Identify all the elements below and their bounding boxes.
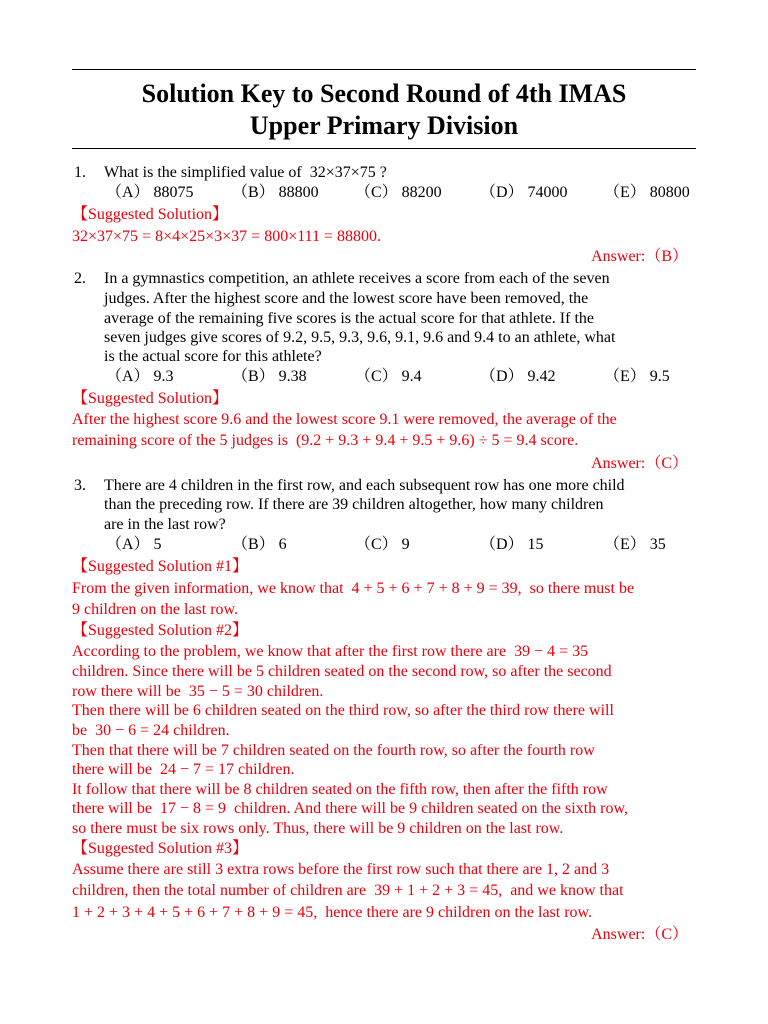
question-2-option-b: （B） 9.38 (232, 368, 307, 385)
question-3-solution-2-heading: 【Suggested Solution #2】 (72, 622, 249, 639)
question-3-solution-2-line: According to the problem, we know that after the first row there are 39 − 4 = 35 (72, 643, 589, 660)
question-3-solution-1-line: 9 children on the last row. (72, 601, 239, 618)
top-rule (72, 69, 696, 70)
question-3-solution-3-line: children, then the total number of children are 39 + 1 + 2 + 3 = 45, and we know that (72, 882, 624, 899)
question-3-text-line: There are 4 children in the first row, and each subsequent row has one more child (104, 477, 625, 494)
question-3-solution-2-line: row there will be 35 − 5 = 30 children. (72, 683, 324, 700)
question-3-solution-1-heading: 【Suggested Solution #1】 (72, 558, 249, 575)
question-3-solution-2-line: Then there will be 6 children seated on the third row, so after the third row there will (72, 702, 614, 719)
question-2-text-line: is the actual score for this athlete? (104, 348, 322, 365)
question-3-answer: Answer:（C） (591, 926, 688, 943)
question-2-text-line: In a gymnastics competition, an athlete receives a score from each of the seven (104, 270, 610, 287)
question-3-solution-2-line: It follow that there will be 8 children seated on the fifth row, then after the fifth row (72, 781, 608, 798)
question-2-option-e: （E） 9.5 (604, 368, 670, 385)
question-2-text-line: seven judges give scores of 9.2, 9.5, 9.3, 9.6, 9.1, 9.6 and 9.4 to an athlete, what (104, 329, 616, 346)
question-3-solution-3-line: 1 + 2 + 3 + 4 + 5 + 6 + 7 + 8 + 9 = 45, hence there are 9 children on the last row. (72, 904, 593, 921)
question-3-solution-2-line: children. Since there will be 5 children seated on the second row, so after the second (72, 663, 612, 680)
question-2-solution-heading: 【Suggested Solution】 (72, 390, 229, 407)
question-3-option-a: （A） 5 (106, 536, 162, 553)
question-2-number: 2. (74, 270, 86, 287)
question-1-option-e: （E） 80800 (604, 184, 690, 201)
question-3-option-e: （E） 35 (604, 536, 666, 553)
question-1-option-b: （B） 88800 (232, 184, 319, 201)
question-1-text: What is the simplified value of 32×37×75 ? (104, 164, 387, 181)
question-3-number: 3. (74, 477, 86, 494)
question-3-option-c: （C） 9 (355, 536, 410, 553)
question-1-solution-line: 32×37×75 = 8×4×25×3×37 = 800×111 = 88800. (72, 228, 382, 245)
question-3-solution-3-line: Assume there are still 3 extra rows before the first row such that there are 1, 2 and 3 (72, 861, 610, 878)
question-3-solution-2-line: be 30 − 6 = 24 children. (72, 722, 230, 739)
question-1-option-c: （C） 88200 (355, 184, 442, 201)
doc-title-line2: Upper Primary Division (249, 111, 519, 140)
question-2-option-c: （C） 9.4 (355, 368, 422, 385)
question-2-text-line: judges. After the highest score and the lowest score have been removed, the (104, 290, 589, 307)
question-2-answer: Answer:（C） (591, 455, 688, 472)
question-3-solution-2-line: Then that there will be 7 children seated on the fourth row, so after the fourth row (72, 742, 595, 759)
question-3-option-b: （B） 6 (232, 536, 287, 553)
question-1-solution-heading: 【Suggested Solution】 (72, 206, 229, 223)
question-3-option-d: （D） 15 (480, 536, 544, 553)
question-3-text-line: than the preceding row. If there are 39 children altogether, how many children (104, 496, 604, 513)
question-3-solution-2-line: there will be 24 − 7 = 17 children. (72, 761, 295, 778)
title-rule (72, 148, 696, 149)
question-2-option-a: （A） 9.3 (106, 368, 174, 385)
question-1-number: 1. (74, 164, 86, 181)
question-3-text-line: are in the last row? (104, 516, 226, 533)
question-3-solution-3-heading: 【Suggested Solution #3】 (72, 840, 249, 857)
question-1-answer: Answer:（B） (591, 248, 688, 265)
question-3-solution-2-line: there will be 17 − 8 = 9 children. And there will be 9 children seated on the sixth row, (72, 800, 628, 817)
question-2-solution-line: remaining score of the 5 judges is (9.2 + 9.3 + 9.4 + 9.5 + 9.6) ÷ 5 = 9.4 score. (72, 432, 579, 449)
doc-title-line1: Solution Key to Second Round of 4th IMAS (141, 79, 627, 108)
question-2-text-line: average of the remaining five scores is the actual score for that athlete. If the (104, 310, 594, 327)
question-1-option-a: （A） 88075 (106, 184, 194, 201)
question-1-option-d: （D） 74000 (480, 184, 568, 201)
question-3-solution-1-line: From the given information, we know that 4 + 5 + 6 + 7 + 8 + 9 = 39, so there must be (72, 580, 635, 597)
question-2-option-d: （D） 9.42 (480, 368, 556, 385)
question-2-solution-line: After the highest score 9.6 and the lowest score 9.1 were removed, the average of the (72, 411, 617, 428)
question-3-solution-2-line: so there must be six rows only. Thus, there will be 9 children on the last row. (72, 820, 564, 837)
